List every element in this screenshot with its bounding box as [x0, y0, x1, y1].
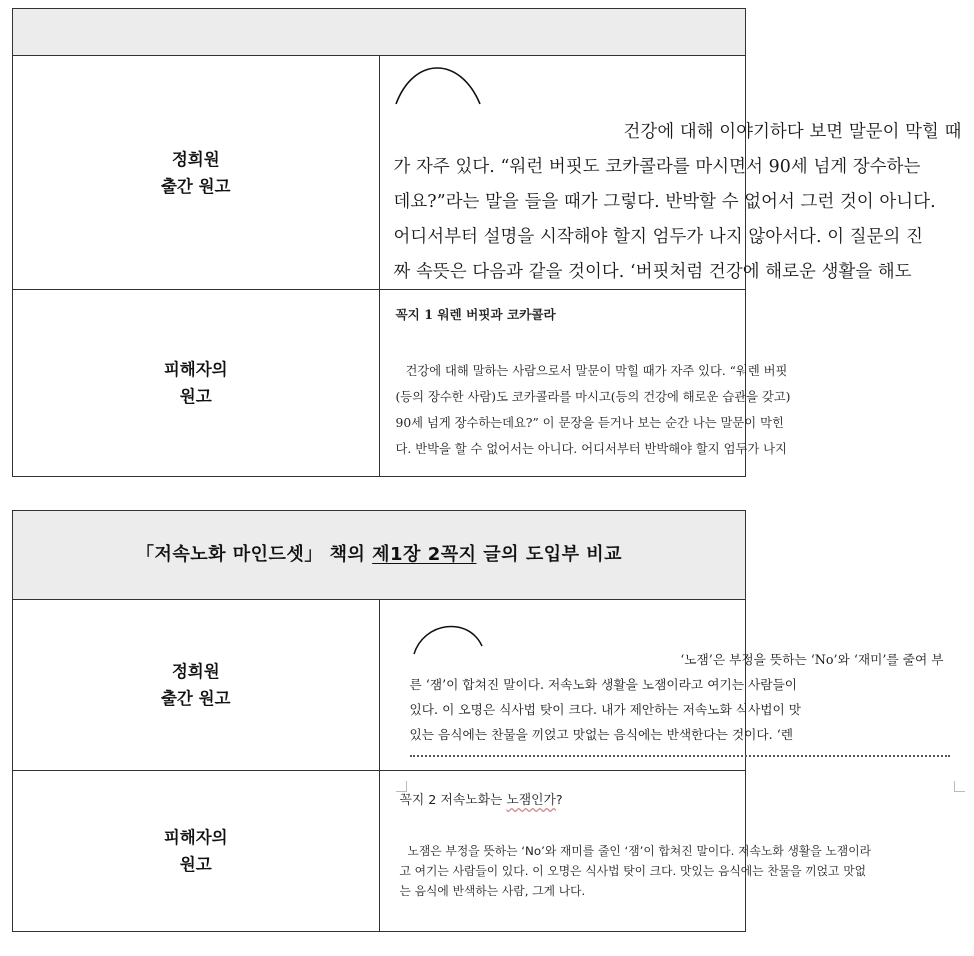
excerpt-line: 있는 음식에는 찬물을 끼얹고 맛없는 음식에는 반색한다는 것이다. ‘렌	[409, 727, 793, 742]
excerpt-line: 건강에 대해 말하는 사람으로서 말문이 막힐 때가 자주 있다. “워렌 버핏	[405, 364, 788, 378]
label-line-2: 출간 원고	[160, 176, 231, 196]
page-corner-mark-right	[954, 781, 965, 792]
excerpt-line: 90세 넘게 장수하는데요?” 이 문장을 듣거나 보는 순간 나는 말문이 막힌	[395, 416, 784, 430]
excerpt-line: 있다. 이 오명은 식사법 탓이 크다. 내가 제안하는 저속노화 식사법이 맛	[409, 702, 802, 717]
label-line-1: 피해자의	[163, 360, 228, 379]
title-part: 「저속노화 마인드셋」 책의	[135, 544, 373, 565]
published-excerpt-text	[410, 647, 950, 772]
truncated-text-edge	[410, 755, 950, 761]
table1-victim-excerpt-cell	[379, 290, 791, 477]
label-line-1: 정희원	[171, 662, 220, 681]
heading-underlined-part: 노잼인가	[506, 793, 556, 808]
victim-excerpt-heading: 꼭지 1 워렌 버핏과 코카콜라	[395, 307, 556, 322]
excerpt-line: 건강에 대해 이야기하다 보면 말문이 막힐 때	[623, 122, 962, 142]
table2-header-cell	[13, 511, 746, 600]
quote-arc-decoration	[392, 60, 512, 110]
excerpt-line: 어디서부터 설명을 시작해야 할지 엄두가 나지 않아서다. 이 질문의 진	[393, 227, 923, 247]
comparison-table-1	[12, 8, 962, 477]
table1-row-b-label	[13, 290, 380, 477]
title-part: 글의 도입부 비교	[476, 544, 623, 565]
excerpt-line: 짜 속뜻은 다음과 같을 것이다. ‘버핏처럼 건강에 해로운 생활을 해도	[393, 262, 912, 282]
excerpt-line: (등의 장수한 사람)도 코카콜라를 마시고(등의 건강에 해로운 습관을 갖고)	[395, 390, 791, 404]
label-line-1: 정희원	[171, 149, 220, 169]
excerpt-line: 데요?”라는 말을 들을 때가 그렇다. 반박할 수 없어서 그런 것이 아니다.	[393, 192, 936, 212]
heading-part: ?	[555, 793, 563, 808]
table2-published-excerpt-cell	[379, 600, 944, 771]
label-line-2: 출간 원고	[160, 689, 231, 708]
table1-header-cell	[13, 9, 746, 56]
excerpt-line: 가 자주 있다. “워런 버핏도 코카콜라를 마시면서 90세 넘게 장수하는	[393, 157, 921, 177]
excerpt-line: ‘노잼’은 부정을 뜻하는 ‘No’와 ‘재미’를 줄여 부	[680, 652, 944, 667]
table2-row-a-label	[13, 600, 380, 771]
table2-title	[13, 511, 745, 599]
label-line-1: 피해자의	[163, 828, 228, 847]
label-line-2: 원고	[179, 387, 212, 406]
table2-row-b-label	[13, 771, 380, 932]
table2-victim-excerpt-cell	[379, 771, 871, 932]
table1-published-excerpt-cell	[379, 56, 962, 290]
victim-excerpt-text	[400, 841, 970, 901]
excerpt-line: 다. 반박을 할 수 없어서는 아니다. 어디서부터 반박해야 할지 엄두가 나지	[395, 442, 787, 456]
excerpt-line: 고 여기는 사람들이 있다. 이 오명은 식사법 탓이 크다. 맛있는 음식에는 찬물을 끼얹고 맛없	[399, 864, 866, 878]
comparison-table-2	[12, 510, 944, 932]
table1-row-a-label	[13, 56, 380, 290]
victim-excerpt-text	[396, 358, 966, 462]
victim-excerpt-heading	[400, 791, 563, 811]
excerpt-line: 노잼은 부정을 뜻하는 ‘No’와 재미를 줄인 ‘잼’이 합쳐진 말이다. 저속노화 생활을 노잼이라	[407, 844, 871, 858]
published-excerpt-text	[394, 115, 974, 290]
label-line-2: 원고	[179, 855, 212, 874]
title-underlined-part: 제1장 2꼭지	[372, 544, 477, 565]
heading-part: 꼭지 2 저속노화는	[399, 793, 507, 808]
excerpt-line: 른 ‘잼’이 합쳐진 말이다. 저속노화 생활을 노잼이라고 여기는 사람들이	[409, 677, 798, 692]
excerpt-line: 는 음식에 반색하는 사람, 그게 나다.	[399, 884, 586, 898]
